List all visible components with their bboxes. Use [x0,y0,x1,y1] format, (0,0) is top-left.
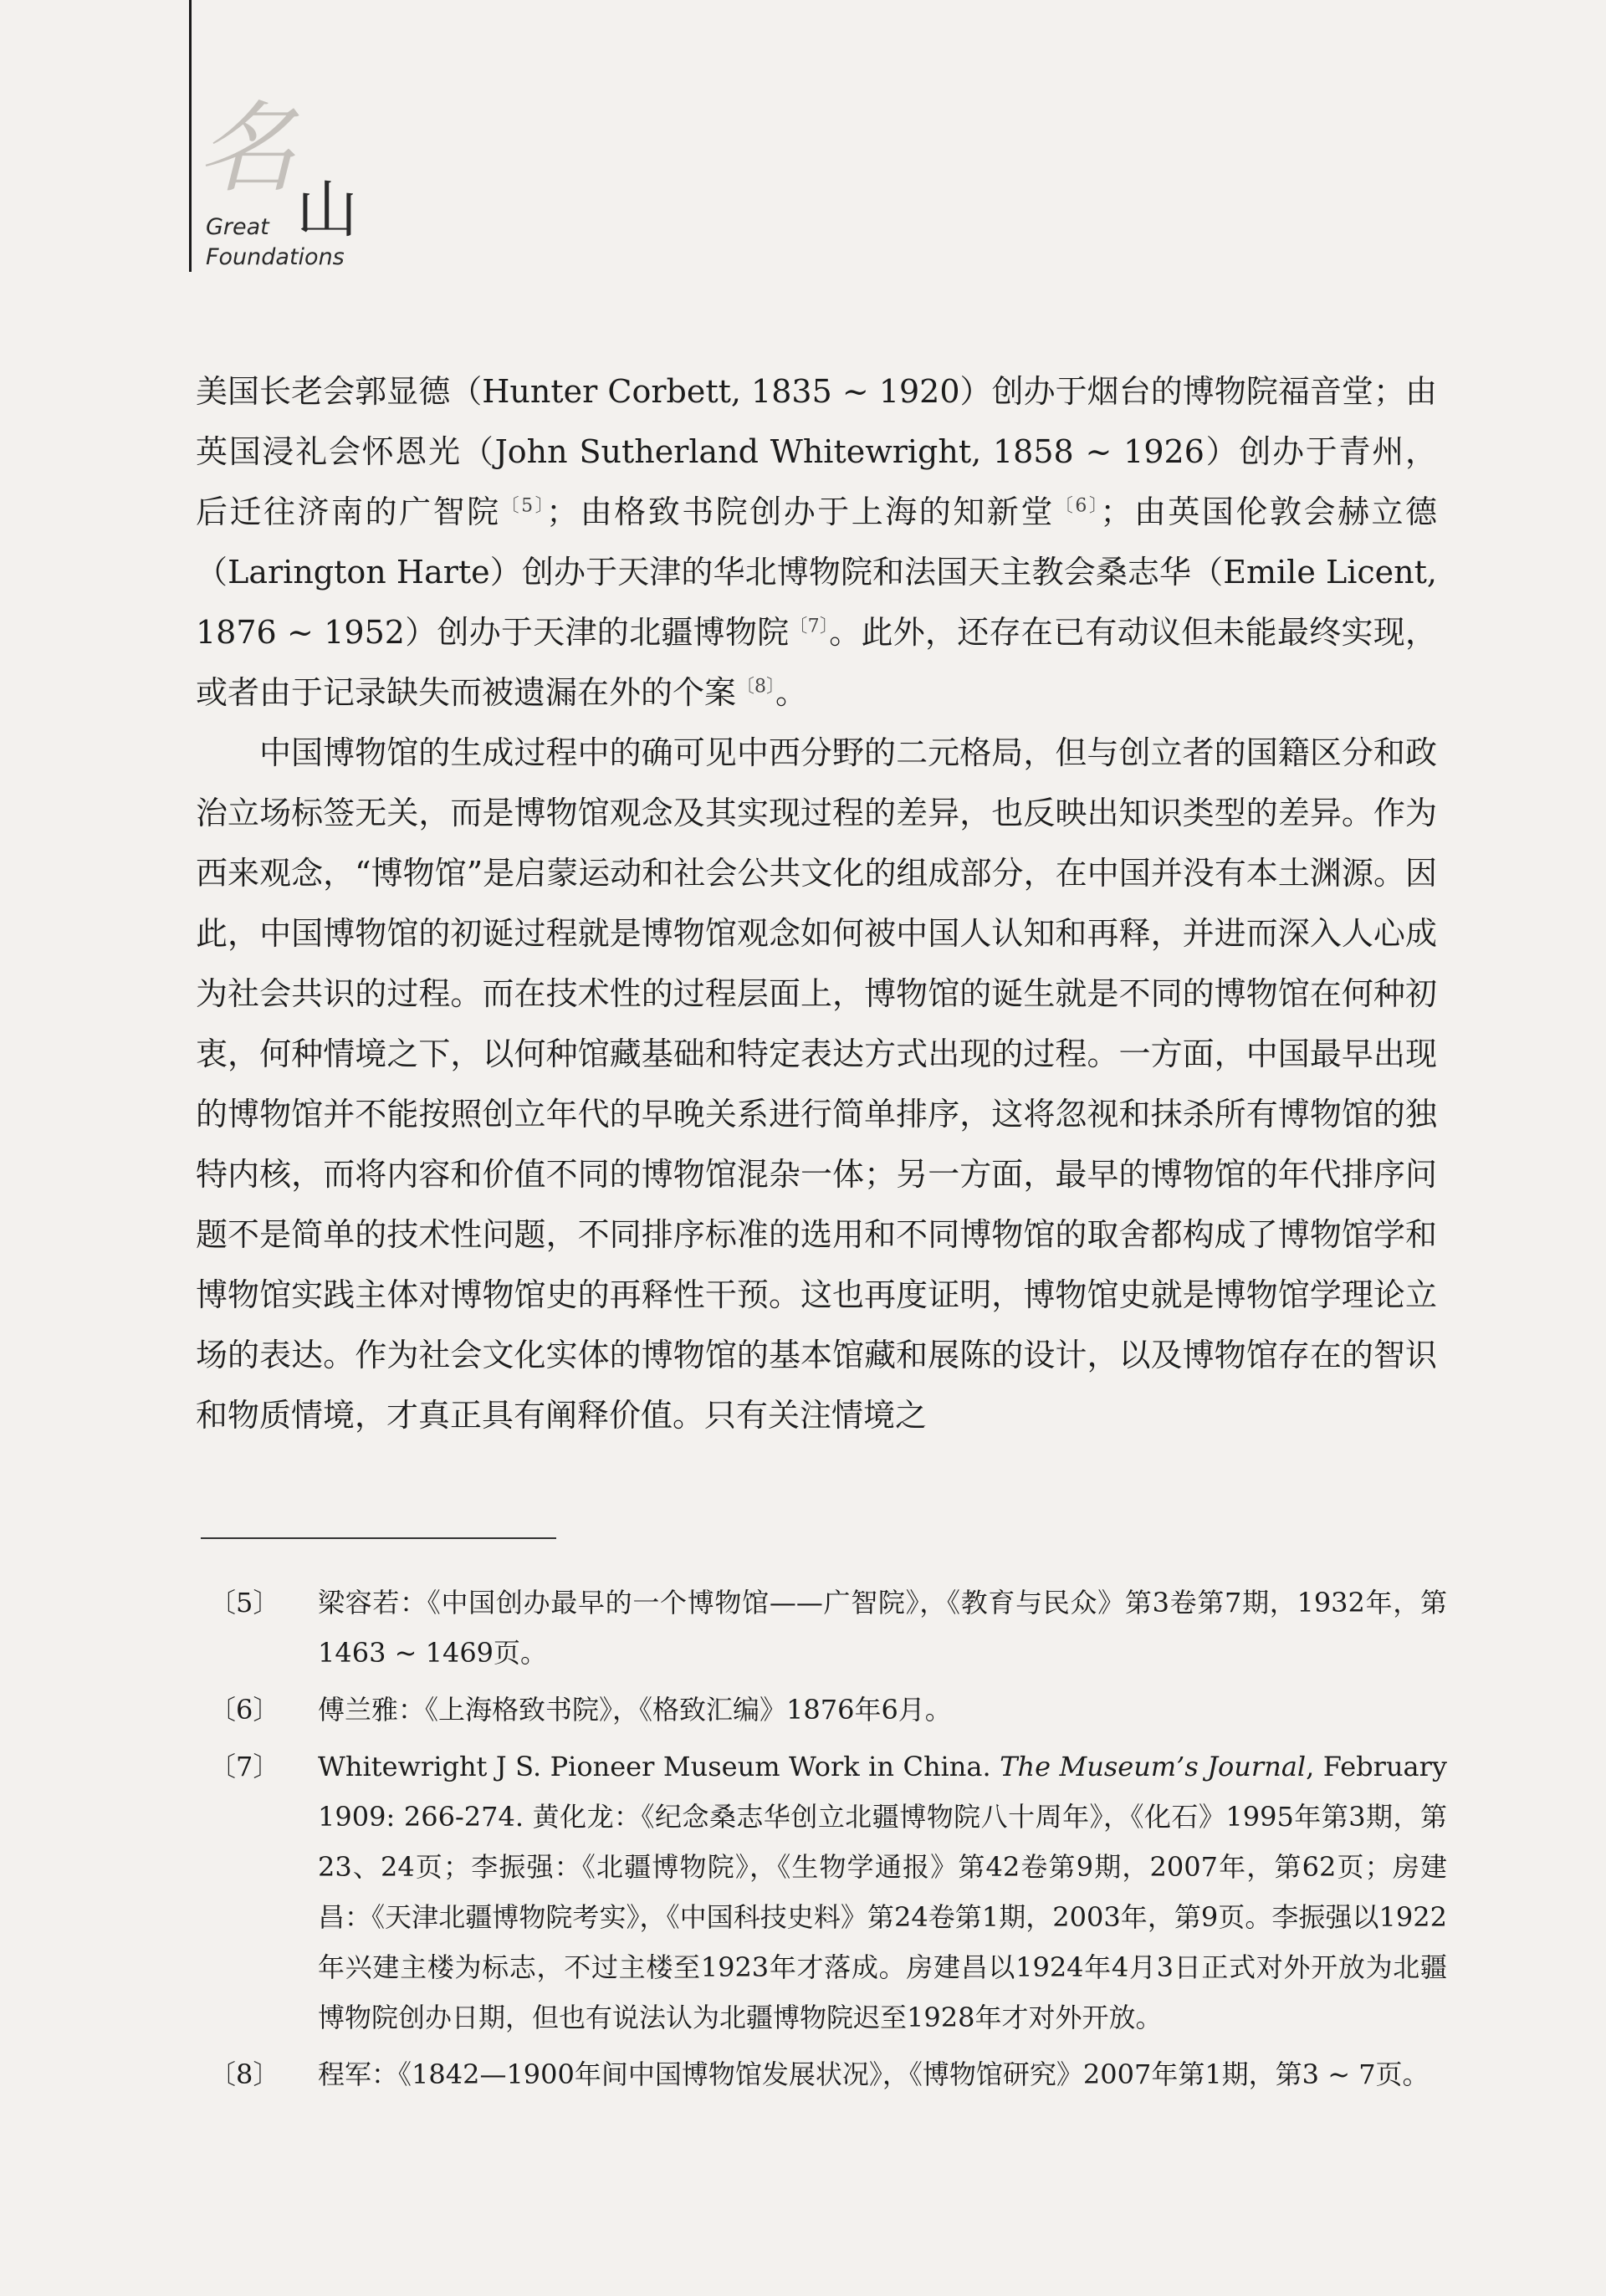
paragraph-1: 美国长老会郭显德（Hunter Corbett, 1835 ~ 1920）创办于烟台的博物院福音堂；由英国浸礼会怀恩光（John Sutherland Whitewright, 1858 ~ 1926）创办于青州，后迁往济南的广智院$^{〔5〕}$；由格致书院创办于上海的知新堂$^{〔6〕}$；由英国伦敦会赫立德（Larington Harte）创办于天津的华北博物院和法国天主教会桑志华（Emile Licent, 1876 ~ 1952）创办于天津的北疆博物院$^{〔7〕}$。此外，还存在已有动议但未能最终实现，或者由于记录缺失而被遗漏在外的个案$^{〔8〕}$。 [196,373,1437,711]
logo-english-line-1: Great [206,214,269,240]
footnote-text: 傅兰雅：《上海格致书院》，《格致汇编》1876年6月。 [318,1694,952,1726]
logo-character-shan: 山 [296,174,358,246]
footnote-number: 〔8〕 [209,2058,280,2090]
header-vertical-rule [189,0,192,272]
footnote-ref-7[interactable]: 〔7〕 [789,616,830,637]
footnote-number: 〔6〕 [209,1694,280,1726]
footnote-ref-5[interactable]: 〔5〕 [500,495,547,517]
paragraph-2: 中国博物馆的生成过程中的确可见中西分野的二元格局，但与创立者的国籍区分和政治立场标签无关，而是博物馆观念及其实现过程的差异，也反映出知识类型的差异。作为西来观念，“博物馆”是启蒙运动和社会公共文化的组成部分，在中国并没有本土渊源。因此，中国博物馆的初诞过程就是博物馆观念如何被中国人认知和再释，并进而深入人心成为社会共识的过程。而在技术性的过程层面上，博物馆的诞生就是不同的博物馆在何种初衷，何种情境之下，以何种馆藏基础和特定表达方式出现的过程。一方面，中国最早出现的博物馆并不能按照创立年代的早晚关系进行简单排序，这将忽视和抹杀所有博物馆的独特内核，而将内容和价值不同的博物馆混杂一体；另一方面，最早的博物馆的年代排序问题不是简单的技术性问题，不同排序标准的选用和不同博物馆的取舍都构成了博物馆学和博物馆实践主体对博物馆史的再释性干预。这也再度证明，博物馆史就是博物馆学理论立场的表达。作为社会文化实体的博物馆的基本馆藏和展陈的设计，以及博物馆存在的智识和物质情境，才真正具有阐释价值。只有关注情境之 [196,734,1437,1434]
footnote-ref-8[interactable]: 〔8〕 [736,676,776,698]
footnote-text: 梁容若：《中国创办最早的一个博物馆——广智院》，《教育与民众》第3卷第7期，1932年，第1463 ~ 1469页。 [318,1587,1447,1669]
logo-english-line-2: Foundations [206,244,345,270]
footnote-number: 〔7〕 [209,1751,280,1782]
footnote-7 [209,1741,1447,2043]
footnote-text: Whitewright J S. Pioneer Museum Work in China. The Museum’s Journal, February 1909: 266-274. 黄化龙：《纪念桑志华创立北疆博物院八十周年》，《化石》1995年第3期，第23、24页；李振强：《北疆博物院》，《生物学通报》第42卷第9期，2007年，第62页；房建昌：《天津北疆博物院考实》，《中国科技史料》第24卷第1期，2003年，第9页。李振强以1922年兴建主楼为标志，不过主楼至1923年才落成。房建昌以1924年4月3日正式对外开放为北疆博物院创办日期，但也有说法认为北疆博物院迟至1928年才对外开放。 [318,1751,1448,2033]
footnote-number: 〔5〕 [209,1587,280,1618]
series-logo [197,90,390,274]
footnote-text: 程军：《1842—1900年间中国博物馆发展状况》，《博物馆研究》2007年第1期，第3 ~ 7页。 [318,2058,1430,2090]
footnote-6 [209,1685,1447,1735]
footnote-5 [209,1578,1447,1678]
footnote-8 [209,2049,1447,2099]
main-body-text [196,361,1437,1445]
footnote-ref-6[interactable]: 〔6〕 [1054,495,1101,517]
footnote-separator [201,1537,556,1539]
footnotes [209,1578,1447,2106]
journal-title: The Museum’s Journal [1000,1751,1307,1782]
logo-character-ming: 名 [197,90,297,206]
